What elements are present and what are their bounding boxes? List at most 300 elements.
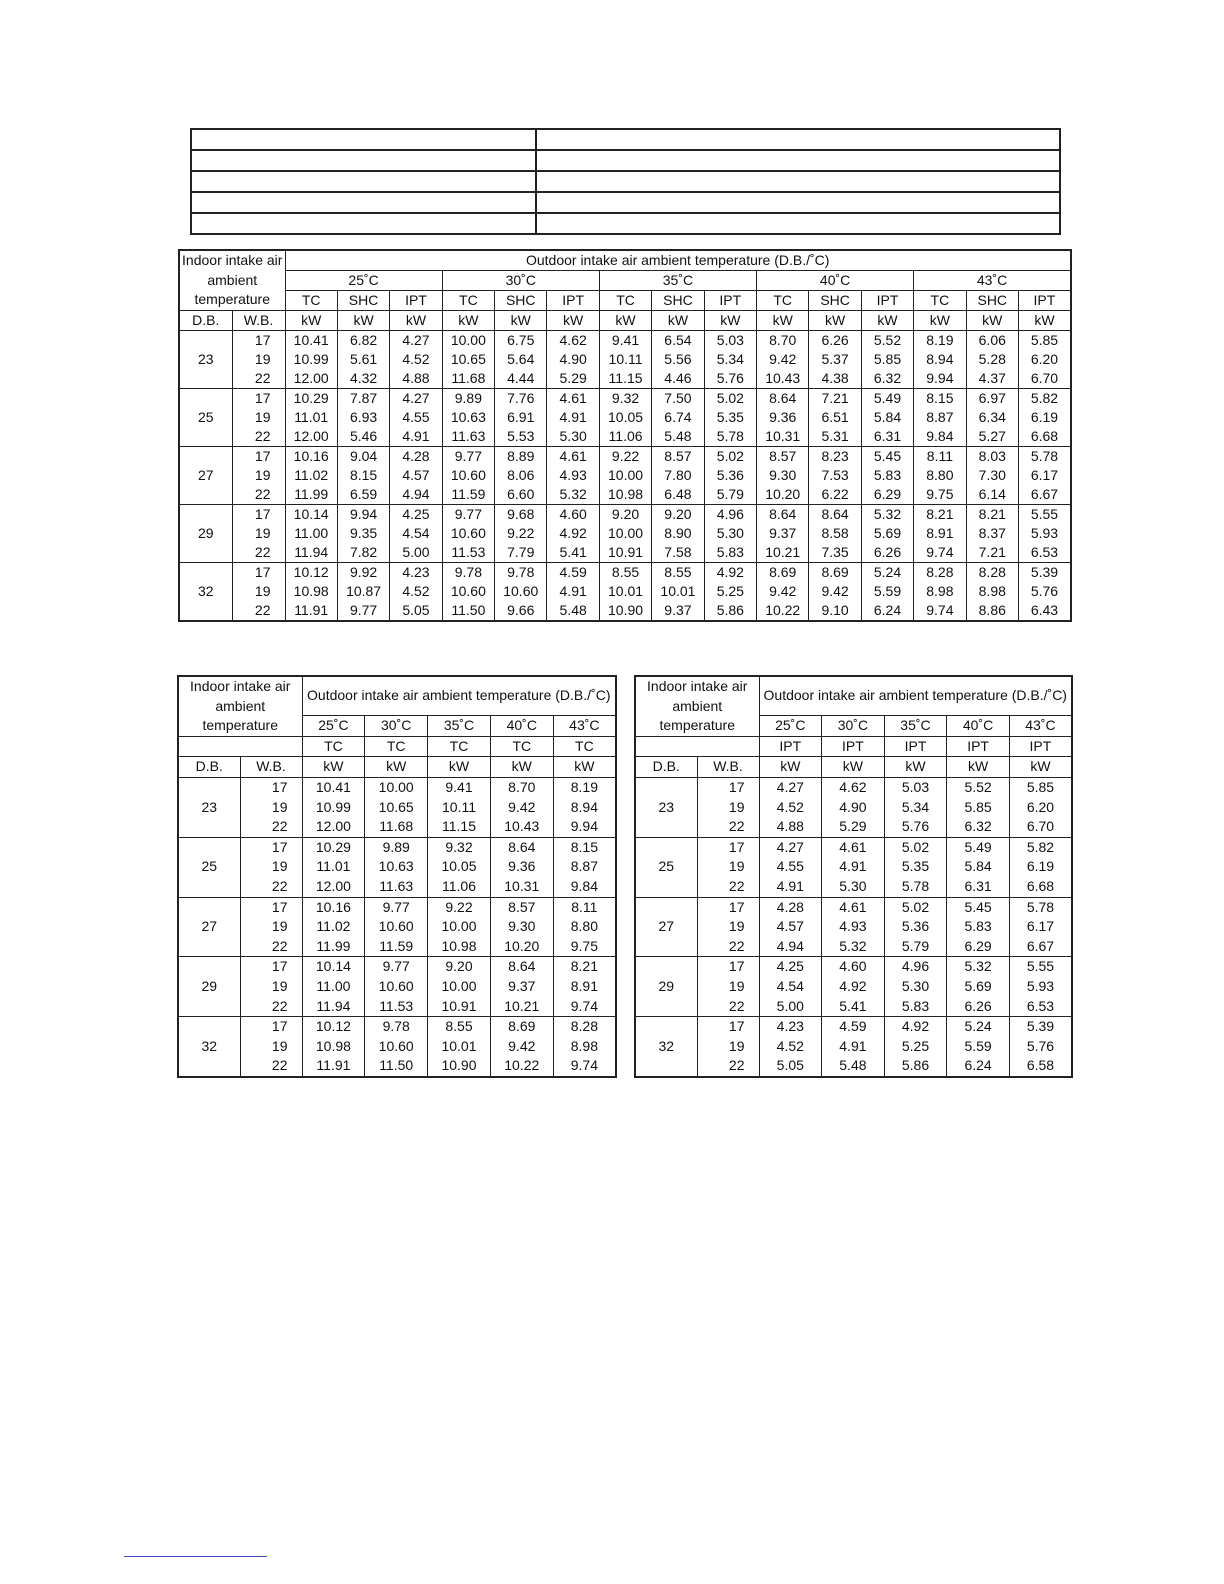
table-cell: 5.83 [704, 543, 756, 563]
table-cell: 10.00 [428, 917, 491, 937]
table-cell: 10.22 [757, 601, 809, 621]
header-row [178, 736, 616, 757]
table-cell: 5.48 [547, 601, 599, 621]
metric-header: IPT [861, 291, 913, 311]
metric-header: IPT [759, 736, 822, 757]
db-value: 29 [635, 957, 697, 1017]
table-cell: 8.11 [553, 897, 616, 917]
wb-value: 22 [240, 817, 302, 837]
table-cell: 9.75 [553, 937, 616, 957]
unit-header: kW [947, 757, 1010, 778]
table-cell: 9.74 [553, 997, 616, 1017]
table-cell: 5.00 [390, 543, 442, 563]
table-cell: 8.15 [337, 466, 389, 485]
table-cell: 5.46 [337, 427, 389, 447]
table-cell: 4.55 [759, 857, 822, 877]
input-power-table-body [635, 676, 1072, 1077]
db-value: 27 [635, 897, 697, 957]
table-cell: 5.48 [822, 1056, 885, 1077]
wb-value: 19 [240, 917, 302, 937]
metric-header: IPT [547, 291, 599, 311]
table-row [179, 485, 1071, 505]
db-value: 32 [179, 563, 232, 622]
table-row [635, 837, 1072, 857]
table-cell: 6.20 [1009, 798, 1072, 818]
table-cell: 10.31 [757, 427, 809, 447]
metric-header: TC [285, 291, 337, 311]
table-cell: 5.36 [704, 466, 756, 485]
table-row [178, 1037, 616, 1057]
table-cell: 11.06 [428, 877, 491, 897]
wb-value: 22 [232, 543, 285, 563]
table-cell: 7.82 [337, 543, 389, 563]
table-cell: 5.24 [861, 563, 913, 583]
unit-header: kW [704, 311, 756, 331]
table-cell: 10.60 [442, 524, 494, 543]
unit-header: kW [490, 757, 553, 778]
wb-value: 19 [232, 350, 285, 369]
table-cell: 10.60 [442, 582, 494, 601]
table-row [635, 857, 1072, 877]
table-cell: 8.64 [490, 957, 553, 977]
metric-header: IPT [390, 291, 442, 311]
table-cell: 4.61 [547, 389, 599, 409]
table-row [179, 350, 1071, 369]
table-cell: 11.02 [302, 917, 365, 937]
table-cell: 9.20 [599, 505, 651, 525]
table-cell: 5.49 [861, 389, 913, 409]
table-cell: 9.20 [652, 505, 704, 525]
table-cell: 4.28 [390, 447, 442, 467]
table-cell: 6.31 [947, 877, 1010, 897]
indoor-header: Indoor intake air ambient temperature [635, 676, 759, 736]
table-cell: 9.36 [490, 857, 553, 877]
table-cell: 5.85 [1018, 331, 1070, 351]
unit-header: kW [302, 757, 365, 778]
table-cell: 9.22 [495, 524, 547, 543]
table-cell: 4.32 [337, 369, 389, 389]
table-cell: 5.83 [947, 917, 1010, 937]
table-cell: 11.99 [285, 485, 337, 505]
table-cell: 9.42 [757, 350, 809, 369]
table-cell: 6.97 [966, 389, 1018, 409]
table-row [178, 1056, 616, 1077]
table-cell: 8.64 [809, 505, 861, 525]
wb-value: 17 [232, 389, 285, 409]
table-row [635, 997, 1072, 1017]
table-cell: 10.60 [365, 917, 428, 937]
table-cell: 9.77 [365, 957, 428, 977]
table-cell: 5.37 [809, 350, 861, 369]
table-cell: 4.60 [822, 957, 885, 977]
table-cell: 5.35 [704, 408, 756, 427]
table-cell: 5.31 [809, 427, 861, 447]
table-cell: 8.15 [914, 389, 966, 409]
table-cell: 8.64 [757, 505, 809, 525]
wb-value: 19 [697, 798, 759, 818]
table-cell: 4.38 [809, 369, 861, 389]
table-cell: 5.61 [337, 350, 389, 369]
table-cell: 7.21 [966, 543, 1018, 563]
table-cell: 6.20 [1018, 350, 1070, 369]
table-cell: 6.68 [1018, 427, 1070, 447]
unit-header: kW [652, 311, 704, 331]
table-cell: 8.98 [914, 582, 966, 601]
table-cell: 5.52 [861, 331, 913, 351]
table-cell: 9.22 [599, 447, 651, 467]
table-cell: 4.96 [704, 505, 756, 525]
table-cell: 4.91 [759, 877, 822, 897]
unit-header: kW [599, 311, 651, 331]
table-cell: 5.41 [547, 543, 599, 563]
table-cell: 4.91 [822, 1037, 885, 1057]
table-cell: 10.90 [599, 601, 651, 621]
wb-value: 22 [697, 817, 759, 837]
table-cell: 6.26 [861, 543, 913, 563]
table-cell: 10.41 [302, 777, 365, 797]
table-row [179, 582, 1071, 601]
table-cell: 10.63 [365, 857, 428, 877]
table-cell: 5.03 [884, 777, 947, 797]
wb-value: 19 [240, 977, 302, 997]
table-cell: 8.94 [553, 798, 616, 818]
table-cell: 10.11 [599, 350, 651, 369]
table-cell: 9.94 [553, 817, 616, 837]
table-cell: 11.15 [428, 817, 491, 837]
table-row [179, 543, 1071, 563]
table-cell: 5.76 [704, 369, 756, 389]
spec-row [191, 150, 1060, 171]
table-cell: 8.58 [809, 524, 861, 543]
table-cell: 8.94 [914, 350, 966, 369]
db-value: 25 [635, 837, 697, 897]
table-cell: 6.48 [652, 485, 704, 505]
table-cell: 4.88 [390, 369, 442, 389]
wb-value: 22 [232, 369, 285, 389]
table-cell: 5.34 [884, 798, 947, 818]
table-cell: 8.11 [914, 447, 966, 467]
table-cell: 5.64 [495, 350, 547, 369]
table-cell: 9.74 [914, 601, 966, 621]
wb-value: 17 [232, 563, 285, 583]
temp-header: 30˚C [442, 271, 599, 291]
table-cell: 4.46 [652, 369, 704, 389]
table-cell: 6.53 [1018, 543, 1070, 563]
wb-value: 22 [232, 485, 285, 505]
table-cell: 10.00 [599, 524, 651, 543]
table-cell: 9.78 [442, 563, 494, 583]
wb-value: 17 [240, 957, 302, 977]
table-cell: 8.70 [490, 777, 553, 797]
table-cell: 11.50 [365, 1056, 428, 1077]
table-row [179, 524, 1071, 543]
table-cell: 4.90 [822, 798, 885, 818]
table-cell: 10.98 [302, 1037, 365, 1057]
table-cell: 6.26 [947, 997, 1010, 1017]
input-power-table [634, 675, 1073, 1078]
cooling-capacity-table [178, 249, 1072, 622]
unit-header: kW [547, 311, 599, 331]
table-cell: 8.80 [553, 917, 616, 937]
unit-header: kW [809, 311, 861, 331]
table-cell: 4.23 [759, 1017, 822, 1037]
table-cell: 6.17 [1009, 917, 1072, 937]
spec-row [191, 129, 1060, 150]
table-cell: 4.94 [759, 937, 822, 957]
table-cell: 6.19 [1018, 408, 1070, 427]
table-cell: 9.84 [914, 427, 966, 447]
metric-header: TC [914, 291, 966, 311]
metric-header: TC [757, 291, 809, 311]
table-cell: 6.32 [861, 369, 913, 389]
table-cell: 10.16 [285, 447, 337, 467]
table-cell: 7.53 [809, 466, 861, 485]
table-cell: 11.68 [365, 817, 428, 837]
table-cell: 5.79 [884, 937, 947, 957]
table-cell: 9.36 [757, 408, 809, 427]
table-row [635, 1037, 1072, 1057]
table-cell: 11.01 [285, 408, 337, 427]
table-cell: 8.28 [553, 1017, 616, 1037]
table-cell: 10.16 [302, 897, 365, 917]
table-cell: 5.05 [759, 1056, 822, 1077]
wb-value: 17 [232, 505, 285, 525]
metric-header: SHC [966, 291, 1018, 311]
table-cell: 8.19 [914, 331, 966, 351]
table-cell: 4.96 [884, 957, 947, 977]
table-cell: 5.93 [1009, 977, 1072, 997]
metric-header: TC [553, 736, 616, 757]
table-cell: 11.99 [302, 937, 365, 957]
spacer [178, 736, 302, 757]
table-cell: 10.00 [365, 777, 428, 797]
table-cell: 8.15 [553, 837, 616, 857]
table-cell: 10.01 [428, 1037, 491, 1057]
table-cell: 5.25 [884, 1037, 947, 1057]
table-cell: 6.70 [1018, 369, 1070, 389]
table-cell: 5.45 [861, 447, 913, 467]
spec-row [191, 192, 1060, 213]
wb-value: 22 [232, 427, 285, 447]
table-cell: 4.44 [495, 369, 547, 389]
metric-header: TC [365, 736, 428, 757]
table-cell: 6.60 [495, 485, 547, 505]
table-cell: 5.24 [947, 1017, 1010, 1037]
table-cell: 4.52 [390, 582, 442, 601]
temp-header: 40˚C [947, 716, 1010, 737]
table-cell: 9.74 [553, 1056, 616, 1077]
table-row [178, 937, 616, 957]
table-cell: 9.77 [337, 601, 389, 621]
table-cell: 10.00 [442, 331, 494, 351]
table-cell: 5.78 [884, 877, 947, 897]
table-cell: 6.29 [861, 485, 913, 505]
table-cell: 11.02 [285, 466, 337, 485]
table-cell: 10.01 [599, 582, 651, 601]
wb-value: 19 [697, 857, 759, 877]
table-cell: 10.14 [285, 505, 337, 525]
table-cell: 9.41 [428, 777, 491, 797]
table-cell: 5.82 [1018, 389, 1070, 409]
table-cell: 5.25 [704, 582, 756, 601]
table-row [178, 837, 616, 857]
table-cell: 6.70 [1009, 817, 1072, 837]
table-cell: 10.60 [442, 466, 494, 485]
table-cell: 6.53 [1009, 997, 1072, 1017]
table-cell: 12.00 [302, 817, 365, 837]
table-cell: 5.39 [1009, 1017, 1072, 1037]
table-cell: 5.02 [704, 389, 756, 409]
table-cell: 4.54 [759, 977, 822, 997]
table-cell: 10.41 [285, 331, 337, 351]
table-row [635, 817, 1072, 837]
table-cell: 9.42 [490, 798, 553, 818]
table-cell: 10.98 [285, 582, 337, 601]
table-cell: 5.79 [704, 485, 756, 505]
table-cell: 9.77 [442, 447, 494, 467]
table-cell: 5.78 [1018, 447, 1070, 467]
table-cell: 6.54 [652, 331, 704, 351]
table-cell: 6.82 [337, 331, 389, 351]
unit-header: kW [442, 311, 494, 331]
table-cell: 10.43 [490, 817, 553, 837]
table-cell: 5.84 [861, 408, 913, 427]
table-cell: 11.91 [285, 601, 337, 621]
table-cell: 10.65 [365, 798, 428, 818]
table-cell: 10.91 [428, 997, 491, 1017]
metric-header: TC [599, 291, 651, 311]
db-value: 29 [179, 505, 232, 563]
table-cell: 6.31 [861, 427, 913, 447]
wb-value: 17 [697, 1017, 759, 1037]
temp-header: 40˚C [757, 271, 914, 291]
table-cell: 11.06 [599, 427, 651, 447]
table-cell: 5.02 [884, 837, 947, 857]
header-row [179, 311, 1071, 331]
db-value: 32 [178, 1017, 240, 1077]
temp-header: 25˚C [302, 716, 365, 737]
spec-row [191, 171, 1060, 192]
table-cell: 6.74 [652, 408, 704, 427]
table-row [635, 798, 1072, 818]
table-cell: 8.55 [428, 1017, 491, 1037]
table-cell: 5.30 [547, 427, 599, 447]
table-cell: 5.59 [861, 582, 913, 601]
table-cell: 11.63 [365, 877, 428, 897]
table-cell: 10.65 [442, 350, 494, 369]
table-cell: 9.32 [428, 837, 491, 857]
table-cell: 4.90 [547, 350, 599, 369]
table-cell: 9.75 [914, 485, 966, 505]
table-cell: 4.91 [547, 408, 599, 427]
table-cell: 8.28 [914, 563, 966, 583]
total-capacity-table [177, 675, 617, 1078]
table-cell: 4.27 [390, 331, 442, 351]
wb-value: 19 [232, 408, 285, 427]
table-cell: 11.94 [285, 543, 337, 563]
table-cell: 11.00 [302, 977, 365, 997]
table-cell: 7.30 [966, 466, 1018, 485]
table-cell: 7.21 [809, 389, 861, 409]
table-cell: 5.27 [966, 427, 1018, 447]
table-cell: 8.70 [757, 331, 809, 351]
table-cell: 6.34 [966, 408, 1018, 427]
table-cell: 6.91 [495, 408, 547, 427]
table-cell: 6.67 [1018, 485, 1070, 505]
db-value: 29 [178, 957, 240, 1017]
table-cell: 5.36 [884, 917, 947, 937]
table-row [179, 389, 1071, 409]
table-cell: 10.60 [495, 582, 547, 601]
header-row [179, 271, 1071, 291]
table-cell: 8.64 [757, 389, 809, 409]
wb-value: 17 [240, 777, 302, 797]
table-cell: 5.86 [884, 1056, 947, 1077]
unit-header: kW [914, 311, 966, 331]
db-value: 23 [179, 331, 232, 389]
metric-header: IPT [1009, 736, 1072, 757]
metric-header: SHC [337, 291, 389, 311]
table-row [178, 917, 616, 937]
unit-header: kW [390, 311, 442, 331]
table-cell: 12.00 [285, 369, 337, 389]
table-cell: 10.20 [490, 937, 553, 957]
table-cell: 10.05 [599, 408, 651, 427]
metric-header: SHC [652, 291, 704, 311]
wb-value: 19 [697, 977, 759, 997]
table-cell: 5.49 [947, 837, 1010, 857]
table-cell: 5.02 [704, 447, 756, 467]
table-cell: 5.02 [884, 897, 947, 917]
table-cell: 6.32 [947, 817, 1010, 837]
table-cell: 10.22 [490, 1056, 553, 1077]
table-cell: 9.37 [757, 524, 809, 543]
unit-header: kW [966, 311, 1018, 331]
table-row [178, 817, 616, 837]
table-cell: 4.59 [822, 1017, 885, 1037]
unit-header: kW [428, 757, 491, 778]
table-cell: 5.30 [884, 977, 947, 997]
table-cell: 5.52 [947, 777, 1010, 797]
unit-header: kW [759, 757, 822, 778]
table-cell: 9.78 [365, 1017, 428, 1037]
table-cell: 11.63 [442, 427, 494, 447]
table-cell: 5.85 [861, 350, 913, 369]
db-value: 32 [635, 1017, 697, 1077]
table-cell: 9.42 [757, 582, 809, 601]
table-cell: 7.80 [652, 466, 704, 485]
table-cell: 10.29 [285, 389, 337, 409]
table-cell: 4.61 [822, 897, 885, 917]
table-cell: 10.98 [599, 485, 651, 505]
wb-value: 22 [240, 1056, 302, 1077]
table-cell: 5.45 [947, 897, 1010, 917]
table-row [635, 977, 1072, 997]
unit-header: kW [1018, 311, 1070, 331]
metric-header: TC [442, 291, 494, 311]
table-cell: 4.92 [822, 977, 885, 997]
table-row [179, 466, 1071, 485]
table-row [178, 897, 616, 917]
table-cell: 4.27 [390, 389, 442, 409]
table-cell: 8.57 [490, 897, 553, 917]
footnote-rule [124, 1556, 267, 1557]
table-cell: 9.37 [490, 977, 553, 997]
table-cell: 10.21 [757, 543, 809, 563]
table-cell: 5.05 [390, 601, 442, 621]
table-cell: 6.24 [861, 601, 913, 621]
unit-header: kW [757, 311, 809, 331]
